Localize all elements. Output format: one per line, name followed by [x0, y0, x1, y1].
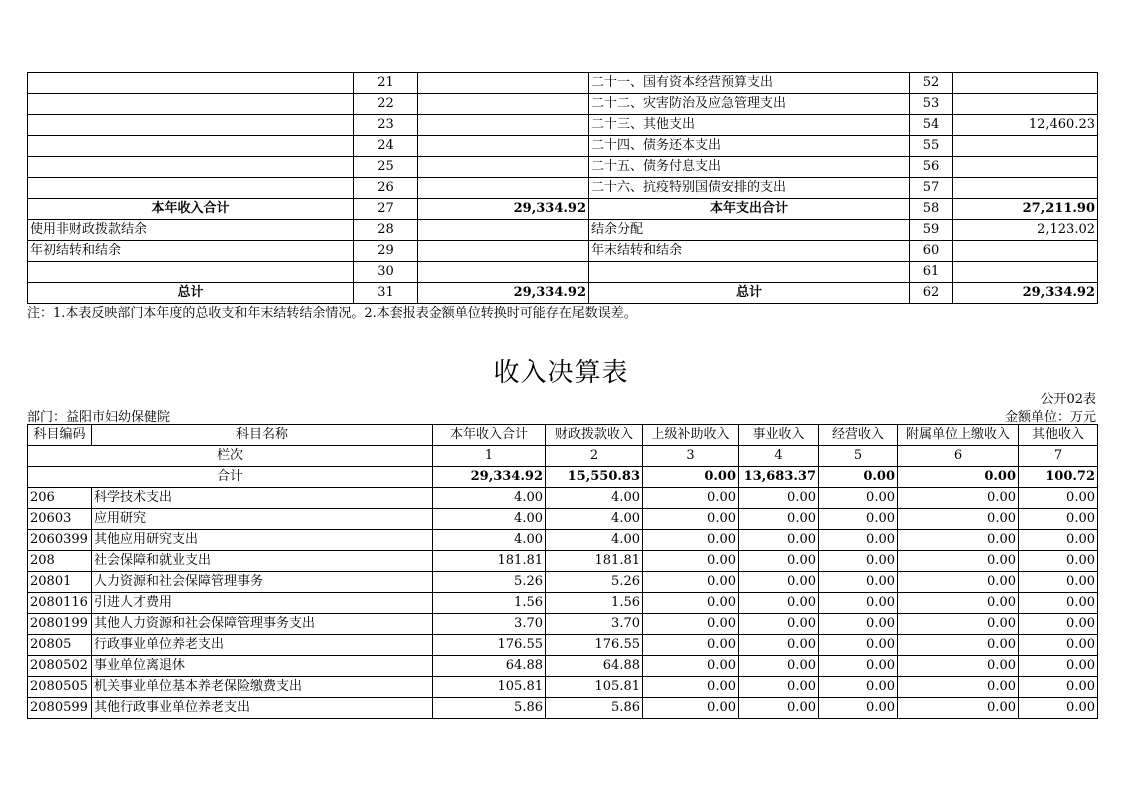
right-amount-cell — [953, 262, 1098, 283]
amount-cell: 0.00 — [739, 656, 819, 677]
left-amount-cell — [418, 94, 589, 115]
right-amount-cell — [953, 94, 1098, 115]
total-value: 13,683.37 — [739, 467, 819, 488]
right-label-cell: 二十一、国有资本经营预算支出 — [589, 73, 910, 94]
total-value: 29,334.92 — [433, 467, 546, 488]
total-value: 0.00 — [819, 467, 898, 488]
amount-cell: 105.81 — [433, 677, 546, 698]
amount-unit-label: 金额单位：万元 — [1004, 410, 1096, 425]
table-row — [28, 530, 1098, 551]
left-amount-cell — [418, 73, 589, 94]
total-value: 0.00 — [898, 467, 1019, 488]
left-amount-cell: 29,334.92 — [418, 199, 589, 220]
right-amount-cell: 29,334.92 — [953, 283, 1098, 304]
right-label-cell: 二十三、其他支出 — [589, 115, 910, 136]
amount-cell: 0.00 — [643, 677, 739, 698]
table-code: 公开02表 — [1040, 392, 1096, 407]
right-amount-cell: 12,460.23 — [953, 115, 1098, 136]
department-label: 部门：益阳市妇幼保健院 — [27, 410, 171, 425]
amount-cell: 4.00 — [546, 488, 643, 509]
column-index-row — [28, 446, 1098, 467]
subject-name-cell: 其他应用研究支出 — [92, 530, 433, 551]
amount-cell: 181.81 — [433, 551, 546, 572]
col-header-affiliate-income: 附属单位上缴收入 — [898, 425, 1019, 446]
right-line-no-cell: 54 — [910, 115, 953, 136]
right-line-no-cell: 59 — [910, 220, 953, 241]
amount-cell: 0.00 — [739, 614, 819, 635]
left-amount-cell — [418, 136, 589, 157]
table-row — [28, 94, 1098, 115]
left-amount-cell: 29,334.92 — [418, 283, 589, 304]
left-label-cell: 使用非财政拨款结余 — [28, 220, 354, 241]
left-line-no-cell: 21 — [354, 73, 418, 94]
amount-cell: 0.00 — [643, 530, 739, 551]
left-line-no-cell: 23 — [354, 115, 418, 136]
amount-cell: 0.00 — [898, 530, 1019, 551]
amount-cell: 0.00 — [898, 572, 1019, 593]
right-line-no-cell: 52 — [910, 73, 953, 94]
table-row — [28, 698, 1098, 719]
amount-cell: 0.00 — [643, 698, 739, 719]
left-label-cell: 本年收入合计 — [28, 199, 354, 220]
table-row — [28, 241, 1098, 262]
left-line-no-cell: 22 — [354, 94, 418, 115]
right-label-cell: 总计 — [589, 283, 910, 304]
table-row — [28, 178, 1098, 199]
subject-code-cell: 2080599 — [28, 698, 92, 719]
subject-code-cell: 208 — [28, 551, 92, 572]
col-header-business-income: 事业收入 — [739, 425, 819, 446]
amount-cell: 0.00 — [643, 572, 739, 593]
left-amount-cell — [418, 220, 589, 241]
subject-name-cell: 应用研究 — [92, 509, 433, 530]
left-line-no-cell: 25 — [354, 157, 418, 178]
amount-cell: 0.00 — [1019, 677, 1098, 698]
right-line-no-cell: 62 — [910, 283, 953, 304]
amount-cell: 3.70 — [433, 614, 546, 635]
amount-cell: 1.56 — [433, 593, 546, 614]
amount-cell: 64.88 — [433, 656, 546, 677]
right-amount-cell — [953, 178, 1098, 199]
amount-cell: 0.00 — [819, 698, 898, 719]
left-line-no-cell: 27 — [354, 199, 418, 220]
table-row — [28, 677, 1098, 698]
amount-cell: 0.00 — [1019, 551, 1098, 572]
amount-cell: 0.00 — [819, 551, 898, 572]
amount-cell: 4.00 — [433, 530, 546, 551]
amount-cell: 64.88 — [546, 656, 643, 677]
column-number: 5 — [819, 446, 898, 467]
table-row — [28, 283, 1098, 304]
total-value: 15,550.83 — [546, 467, 643, 488]
right-amount-cell — [953, 73, 1098, 94]
summary-table — [27, 72, 1098, 304]
amount-cell: 176.55 — [433, 635, 546, 656]
amount-cell: 4.00 — [433, 488, 546, 509]
right-label-cell: 二十六、抗疫特别国债安排的支出 — [589, 178, 910, 199]
right-line-no-cell: 53 — [910, 94, 953, 115]
amount-cell: 0.00 — [643, 614, 739, 635]
amount-cell: 0.00 — [643, 488, 739, 509]
amount-cell: 0.00 — [1019, 656, 1098, 677]
amount-cell: 4.00 — [433, 509, 546, 530]
amount-cell: 0.00 — [1019, 488, 1098, 509]
amount-cell: 3.70 — [546, 614, 643, 635]
left-amount-cell — [418, 115, 589, 136]
amount-cell: 0.00 — [898, 551, 1019, 572]
col-header-code: 科目编码 — [28, 425, 92, 446]
amount-cell: 0.00 — [739, 488, 819, 509]
income-table — [27, 424, 1098, 719]
subject-name-cell: 机关事业单位基本养老保险缴费支出 — [92, 677, 433, 698]
left-label-cell — [28, 262, 354, 283]
column-index-label: 栏次 — [28, 446, 433, 467]
column-number: 3 — [643, 446, 739, 467]
amount-cell: 0.00 — [898, 656, 1019, 677]
amount-cell: 0.00 — [1019, 614, 1098, 635]
subject-name-cell: 社会保障和就业支出 — [92, 551, 433, 572]
right-amount-cell — [953, 157, 1098, 178]
subject-code-cell: 20805 — [28, 635, 92, 656]
amount-cell: 181.81 — [546, 551, 643, 572]
total-value: 100.72 — [1019, 467, 1098, 488]
table-row — [28, 136, 1098, 157]
subject-name-cell: 其他人力资源和社会保障管理事务支出 — [92, 614, 433, 635]
table-row — [28, 551, 1098, 572]
amount-cell: 0.00 — [739, 551, 819, 572]
amount-cell: 0.00 — [1019, 572, 1098, 593]
left-line-no-cell: 29 — [354, 241, 418, 262]
amount-cell: 0.00 — [819, 677, 898, 698]
amount-cell: 0.00 — [819, 656, 898, 677]
left-line-no-cell: 26 — [354, 178, 418, 199]
col-header-superior-subsidy: 上级补助收入 — [643, 425, 739, 446]
amount-cell: 0.00 — [643, 593, 739, 614]
left-label-cell — [28, 157, 354, 178]
right-amount-cell — [953, 136, 1098, 157]
right-amount-cell — [953, 241, 1098, 262]
left-line-no-cell: 30 — [354, 262, 418, 283]
amount-cell: 0.00 — [898, 614, 1019, 635]
amount-cell: 0.00 — [739, 698, 819, 719]
table-row — [28, 157, 1098, 178]
right-amount-cell: 2,123.02 — [953, 220, 1098, 241]
amount-cell: 105.81 — [546, 677, 643, 698]
total-label: 合计 — [28, 467, 433, 488]
left-line-no-cell: 31 — [354, 283, 418, 304]
left-amount-cell — [418, 241, 589, 262]
amount-cell: 0.00 — [739, 530, 819, 551]
subject-code-cell: 2060399 — [28, 530, 92, 551]
right-label-cell — [589, 262, 910, 283]
left-label-cell: 年初结转和结余 — [28, 241, 354, 262]
right-line-no-cell: 61 — [910, 262, 953, 283]
amount-cell: 0.00 — [819, 488, 898, 509]
table-row — [28, 115, 1098, 136]
subject-name-cell: 行政事业单位养老支出 — [92, 635, 433, 656]
amount-cell: 0.00 — [898, 635, 1019, 656]
amount-cell: 0.00 — [643, 656, 739, 677]
table-row — [28, 656, 1098, 677]
left-amount-cell — [418, 262, 589, 283]
amount-cell: 0.00 — [1019, 698, 1098, 719]
amount-cell: 0.00 — [898, 509, 1019, 530]
right-line-no-cell: 57 — [910, 178, 953, 199]
subject-name-cell: 其他行政事业单位养老支出 — [92, 698, 433, 719]
right-label-cell: 二十五、债务付息支出 — [589, 157, 910, 178]
column-number: 6 — [898, 446, 1019, 467]
right-line-no-cell: 56 — [910, 157, 953, 178]
col-header-operating-income: 经营收入 — [819, 425, 898, 446]
amount-cell: 0.00 — [819, 635, 898, 656]
col-header-other-income: 其他收入 — [1019, 425, 1098, 446]
table-row — [28, 614, 1098, 635]
amount-cell: 1.56 — [546, 593, 643, 614]
amount-cell: 0.00 — [819, 593, 898, 614]
subject-code-cell: 206 — [28, 488, 92, 509]
amount-cell: 0.00 — [1019, 593, 1098, 614]
column-number: 1 — [433, 446, 546, 467]
right-label-cell: 二十四、债务还本支出 — [589, 136, 910, 157]
subject-code-cell: 2080116 — [28, 593, 92, 614]
amount-cell: 0.00 — [739, 572, 819, 593]
amount-cell: 0.00 — [1019, 635, 1098, 656]
total-value: 0.00 — [643, 467, 739, 488]
right-label-cell: 年末结转和结余 — [589, 241, 910, 262]
left-label-cell — [28, 73, 354, 94]
amount-cell: 0.00 — [898, 677, 1019, 698]
right-label-cell: 二十二、灾害防治及应急管理支出 — [589, 94, 910, 115]
right-line-no-cell: 58 — [910, 199, 953, 220]
amount-cell: 176.55 — [546, 635, 643, 656]
right-label-cell: 结余分配 — [589, 220, 910, 241]
amount-cell: 0.00 — [1019, 509, 1098, 530]
amount-cell: 0.00 — [819, 614, 898, 635]
left-label-cell — [28, 136, 354, 157]
left-label-cell — [28, 115, 354, 136]
amount-cell: 0.00 — [819, 572, 898, 593]
amount-cell: 0.00 — [739, 635, 819, 656]
amount-cell: 0.00 — [643, 551, 739, 572]
column-number: 4 — [739, 446, 819, 467]
amount-cell: 0.00 — [739, 509, 819, 530]
subject-code-cell: 2080505 — [28, 677, 92, 698]
amount-cell: 5.26 — [546, 572, 643, 593]
right-label-cell: 本年支出合计 — [589, 199, 910, 220]
right-amount-cell: 27,211.90 — [953, 199, 1098, 220]
left-line-no-cell: 28 — [354, 220, 418, 241]
table-row — [28, 262, 1098, 283]
column-number: 7 — [1019, 446, 1098, 467]
amount-cell: 0.00 — [739, 593, 819, 614]
amount-cell: 0.00 — [739, 677, 819, 698]
table-note: 注：1.本表反映部门本年度的总收支和年末结转结余情况。2.本套报表金额单位转换时可能存在尾数误差。 — [27, 306, 637, 321]
table-row — [28, 509, 1098, 530]
subject-code-cell: 20603 — [28, 509, 92, 530]
amount-cell: 0.00 — [819, 509, 898, 530]
col-header-name: 科目名称 — [92, 425, 433, 446]
amount-cell: 0.00 — [898, 488, 1019, 509]
subject-name-cell: 科学技术支出 — [92, 488, 433, 509]
col-header-fiscal-appropriation: 财政拨款收入 — [546, 425, 643, 446]
amount-cell: 4.00 — [546, 509, 643, 530]
left-label-cell: 总计 — [28, 283, 354, 304]
table-row — [28, 635, 1098, 656]
col-header-total-income: 本年收入合计 — [433, 425, 546, 446]
page-title: 收入决算表 — [493, 358, 629, 388]
table-row — [28, 199, 1098, 220]
subject-name-cell: 事业单位离退休 — [92, 656, 433, 677]
table-row — [28, 220, 1098, 241]
left-line-no-cell: 24 — [354, 136, 418, 157]
subject-code-cell: 20801 — [28, 572, 92, 593]
table-row — [28, 572, 1098, 593]
subject-code-cell: 2080199 — [28, 614, 92, 635]
table-row — [28, 73, 1098, 94]
left-label-cell — [28, 178, 354, 199]
amount-cell: 0.00 — [898, 698, 1019, 719]
amount-cell: 5.86 — [433, 698, 546, 719]
column-number: 2 — [546, 446, 643, 467]
amount-cell: 0.00 — [643, 635, 739, 656]
subject-name-cell: 引进人才费用 — [92, 593, 433, 614]
left-amount-cell — [418, 157, 589, 178]
right-line-no-cell: 55 — [910, 136, 953, 157]
left-label-cell — [28, 94, 354, 115]
subject-name-cell: 人力资源和社会保障管理事务 — [92, 572, 433, 593]
amount-cell: 0.00 — [1019, 530, 1098, 551]
amount-cell: 4.00 — [546, 530, 643, 551]
subject-code-cell: 2080502 — [28, 656, 92, 677]
total-row — [28, 467, 1098, 488]
amount-cell: 0.00 — [819, 530, 898, 551]
header-row — [28, 425, 1098, 446]
amount-cell: 0.00 — [643, 509, 739, 530]
right-line-no-cell: 60 — [910, 241, 953, 262]
amount-cell: 5.86 — [546, 698, 643, 719]
amount-cell: 0.00 — [898, 593, 1019, 614]
table-row — [28, 488, 1098, 509]
left-amount-cell — [418, 178, 589, 199]
amount-cell: 5.26 — [433, 572, 546, 593]
table-row — [28, 593, 1098, 614]
